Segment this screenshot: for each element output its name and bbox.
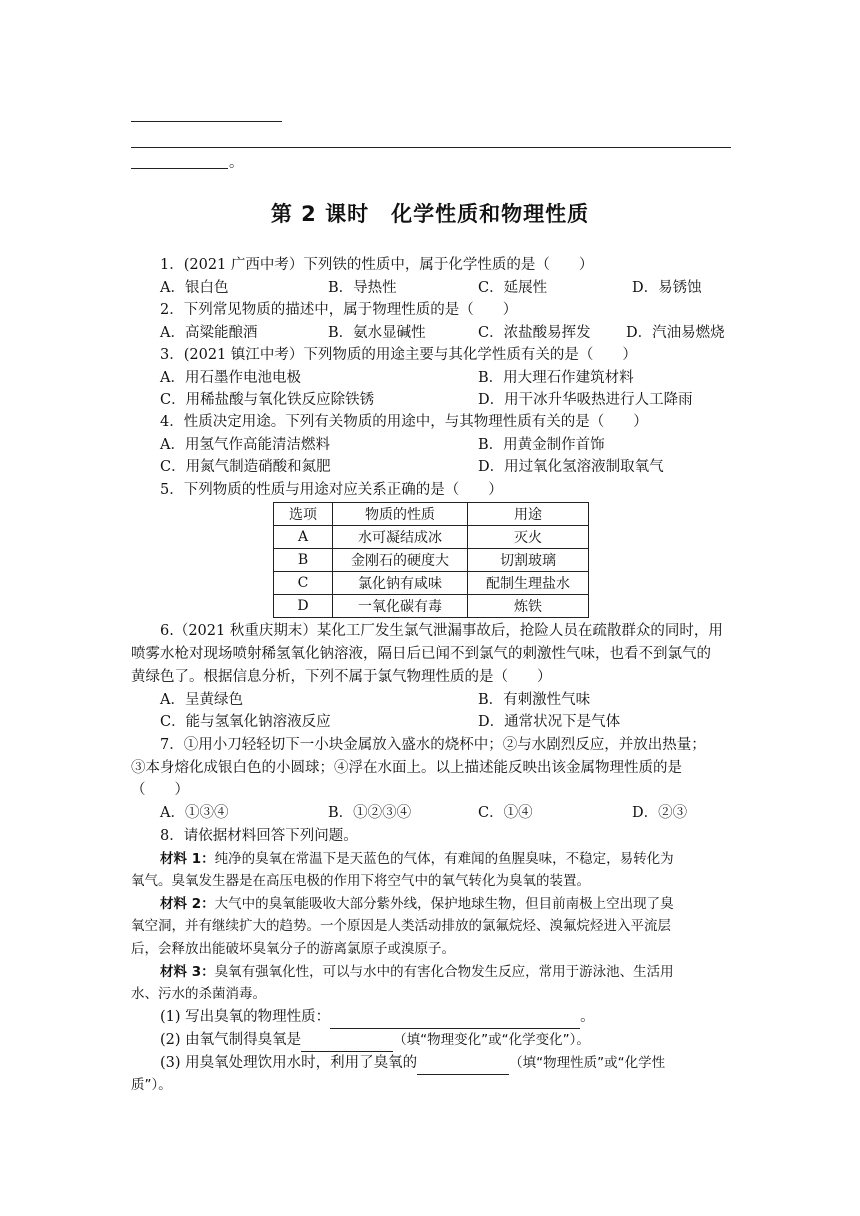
table-cell: 金刚石的硬度大 — [333, 549, 468, 572]
q7-option-b: B．①②③④ — [328, 805, 412, 821]
material-1-text: 纯净的臭氧在常温下是天蓝色的气体，有难闻的鱼腥臭味，不稳定，易转化为 — [214, 851, 674, 867]
material-1-line-2: 氧气。臭氧发生器是在高压电极的作用下将空气中的氧气转化为臭氧的装置。 — [131, 873, 590, 889]
q8-sub-3-text: (3) 用臭氧处理饮用水时，利用了臭氧的 — [160, 1055, 418, 1071]
q2-stem: 2．下列常见物质的描述中，属于物理性质的是（ ） — [160, 302, 518, 318]
material-3-text: 臭氧有强氧化性，可以与水中的有害化合物发生反应，常用于游泳池、生活用 — [214, 964, 674, 980]
table-row — [274, 549, 589, 572]
q8-sub-3-line-2: 质”）。 — [131, 1077, 172, 1093]
q7-stem-line-1: 7．①用小刀轻轻切下一小块金属放入盛水的烧杯中；②与水剧烈反应，并放出热量； — [160, 737, 706, 753]
q3-stem: 3．(2021 镇江中考）下列物质的用途主要与其化学性质有关的是（ ） — [160, 347, 637, 363]
table-header-row — [274, 503, 589, 526]
material-2-line-2: 氧空洞，并有继续扩大的趋势。一个原因是人类活动排放的氯氟烷烃、溴氟烷烃进入平流层 — [131, 918, 671, 934]
q6-stem-line-2: 喷雾水枪对现场喷射稀氢氧化钠溶液，隔日后已闻不到氯气的刺激性气味，也看不到氯气的 — [131, 646, 711, 662]
q1-option-c: C．延展性 — [478, 280, 548, 296]
material-3-line-2: 水、污水的杀菌消毒。 — [131, 986, 266, 1002]
q7-stem-line-2: ③本身熔化成银白色的小圆球；④浮在水面上。以上描述能反映出该金属物理性质的是 — [131, 760, 682, 776]
q7-option-a: A．①③④ — [160, 805, 229, 821]
table-cell: 一氧化碳有毒 — [333, 595, 468, 618]
q3-option-d: D．用干冰升华吸热进行人工降雨 — [478, 392, 693, 408]
q8-stem: 8．请依据材料回答下列问题。 — [160, 828, 358, 844]
answer-blank-3[interactable] — [417, 1052, 509, 1075]
answer-line-3 — [131, 168, 228, 169]
q8-sub-1 — [160, 1006, 595, 1029]
q6-option-b: B．有刺激性气味 — [478, 692, 591, 708]
q8-sub-2-text: (2) 由氧气制得臭氧是 — [160, 1032, 302, 1048]
material-3-line-1 — [160, 961, 674, 983]
q4-stem: 4．性质决定用途。下列有关物质的用途中，与其物理性质有关的是（ ） — [160, 414, 648, 430]
q8-sub-1-text: (1) 写出臭氧的物理性质： — [160, 1009, 331, 1025]
answer-blank-2[interactable] — [301, 1029, 393, 1052]
table-header-cell: 选项 — [274, 503, 333, 526]
table-cell: 切割玻璃 — [468, 549, 589, 572]
q7-stem-line-3: （ ） — [131, 782, 189, 798]
q1-stem: 1．(2021 广西中考）下列铁的性质中，属于化学性质的是（ ） — [160, 257, 594, 273]
q4-option-b: B．用黄金制作首饰 — [478, 437, 605, 453]
q1-option-b: B．导热性 — [328, 280, 397, 296]
table-cell: B — [274, 549, 333, 572]
q1-option-a: A．银白色 — [160, 280, 229, 296]
table-cell: 灭火 — [468, 526, 589, 549]
q7-option-c: C．①④ — [478, 805, 533, 821]
answer-line-end: 。 — [229, 155, 244, 171]
q4-option-d: D．用过氧化氢溶液制取氧气 — [478, 459, 664, 475]
q3-option-a: A．用石墨作电池电极 — [160, 370, 301, 386]
material-2-text: 大气中的臭氧能吸收大部分紫外线，保护地球生物，但目前南极上空出现了臭 — [214, 896, 674, 912]
table-cell: 炼铁 — [468, 595, 589, 618]
q8-sub-2 — [160, 1029, 590, 1052]
table-header-cell: 物质的性质 — [333, 503, 468, 526]
table-cell: D — [274, 595, 333, 618]
q6-stem-line-1: 6.（2021 秋重庆期末）某化工厂发生氯气泄漏事故后，抢险人员在疏散群众的同时，用 — [160, 623, 723, 639]
q1-option-d: D．易锈蚀 — [632, 280, 702, 296]
q8-sub-3-hint: （填“物理性质”或“化学性 — [509, 1055, 666, 1071]
material-2-label: 材料 2： — [160, 896, 215, 912]
q3-option-b: B．用大理石作建筑材料 — [478, 370, 634, 386]
q5-stem: 5．下列物质的性质与用途对应关系正确的是（ ） — [160, 482, 503, 498]
table-cell: 配制生理盐水 — [468, 572, 589, 595]
q6-option-c: C．能与氢氧化钠溶液反应 — [160, 714, 331, 730]
q8-sub-3 — [160, 1052, 665, 1075]
material-2-line-1 — [160, 893, 674, 915]
q6-option-d: D．通常状况下是气体 — [478, 714, 621, 730]
q5-table — [273, 502, 589, 618]
q8-sub-2-hint: （填“物理变化”或“化学变化”）。 — [393, 1032, 590, 1048]
q2-option-b: B．氨水显碱性 — [328, 325, 426, 341]
lesson-title: 第 2 课时 化学性质和物理性质 — [270, 202, 590, 226]
q6-option-a: A．呈黄绿色 — [160, 692, 243, 708]
table-cell: A — [274, 526, 333, 549]
q4-option-c: C．用氮气制造硝酸和氮肥 — [160, 459, 331, 475]
q4-option-a: A．用氢气作高能清洁燃料 — [160, 437, 330, 453]
material-2-line-3: 后，会释放出能破坏臭氧分子的游离氯原子或溴原子。 — [131, 941, 455, 957]
table-row — [274, 595, 589, 618]
answer-line-2 — [131, 147, 731, 148]
answer-line-1 — [131, 121, 282, 122]
q3-option-c: C．用稀盐酸与氧化铁反应除铁锈 — [160, 392, 375, 408]
table-row — [274, 572, 589, 595]
table-cell: 氯化钠有咸味 — [333, 572, 468, 595]
q6-stem-line-3: 黄绿色了。根据信息分析，下列不属于氯气物理性质的是（ ） — [131, 669, 552, 685]
table-cell: C — [274, 572, 333, 595]
q2-option-a: A．高粱能酿酒 — [160, 325, 258, 341]
q7-option-d: D．②③ — [632, 805, 688, 821]
answer-blank-1[interactable] — [330, 1006, 580, 1029]
q8-sub-1-end: 。 — [580, 1009, 595, 1025]
table-row — [274, 526, 589, 549]
table-header-cell: 用途 — [468, 503, 589, 526]
q2-option-c: C．浓盐酸易挥发 — [478, 325, 591, 341]
q2-option-d: D．汽油易燃烧 — [626, 325, 725, 341]
material-1-label: 材料 1： — [160, 851, 215, 867]
material-1-line-1 — [160, 848, 674, 870]
material-3-label: 材料 3： — [160, 964, 215, 980]
table-cell: 水可凝结成冰 — [333, 526, 468, 549]
